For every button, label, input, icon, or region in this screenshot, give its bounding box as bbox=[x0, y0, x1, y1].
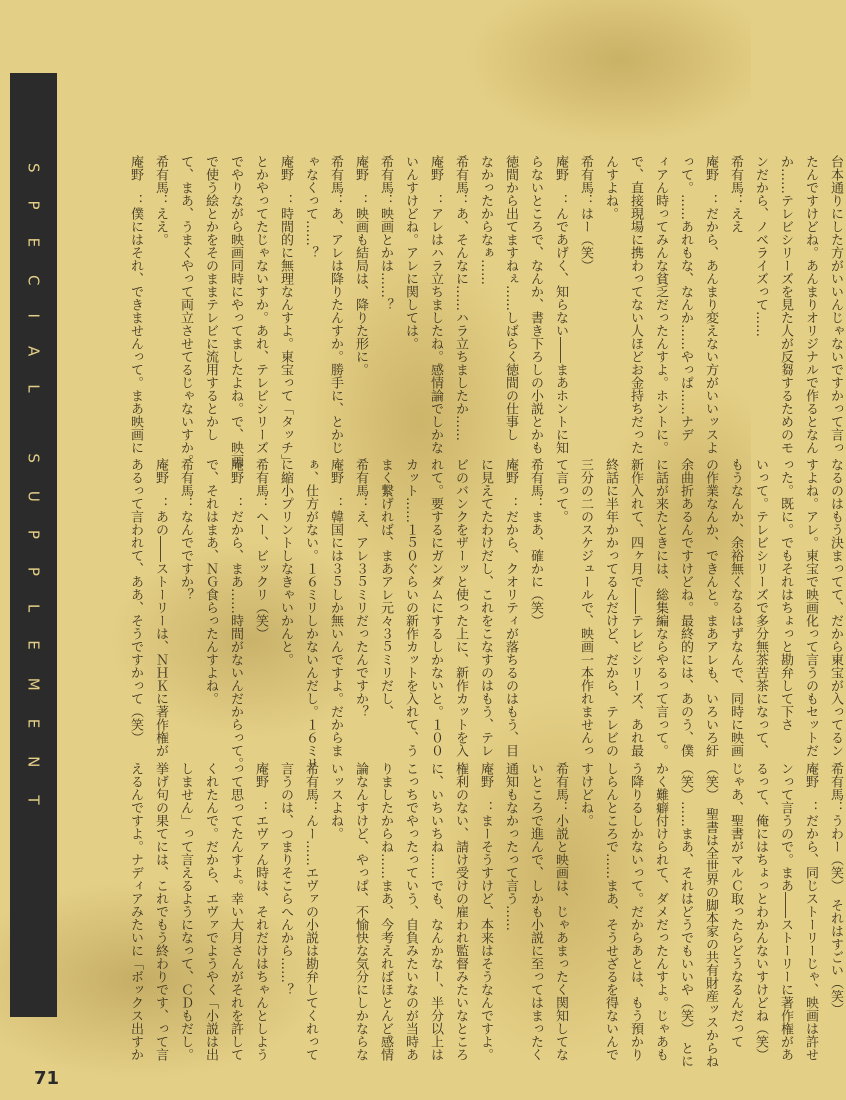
text-line: って。……あれもな、なんか……やっぱ……ナデ bbox=[678, 155, 693, 441]
text-line: 庵野 ：んであげく、知らない――まあホントに知 bbox=[553, 155, 568, 454]
text-line: でやりながら映画同時にやってましたよね。で、映画 bbox=[228, 155, 243, 467]
text-line: 希有馬：あ、そんなに……ハラ立ちましたか…… bbox=[453, 155, 468, 441]
text-line: 庵野 ：あの――ストーリーは、ＮＨＫに著作権が bbox=[153, 458, 168, 757]
side-banner-text: SPECIAL SUPPLEMENT bbox=[24, 163, 43, 833]
page-number: 71 bbox=[34, 1068, 60, 1089]
text-line: に縮小プリントしなきゃいかんと。 bbox=[278, 458, 293, 666]
text-line: じゃあ、聖書がマルＣ取ったらどうなるんだって bbox=[728, 762, 743, 1048]
text-line: で、それはまあ、ＮＧ食らったんすよね。 bbox=[203, 458, 218, 705]
text-line: 希有馬：なんでですか？ bbox=[178, 458, 193, 601]
text-line: で、直接現場に携わってない人ほどお金持ちだった bbox=[628, 155, 643, 454]
text-line: もうなんか、余裕無くなるはずなんで、同時に映画 bbox=[728, 458, 743, 757]
text-line: かく難癖付けられて、ダメだったんすよ。じゃあも bbox=[653, 762, 668, 1061]
text-line: すけどね。 bbox=[578, 762, 593, 827]
text-line: とかやってたじゃないすか。あれ、テレビシリーズ bbox=[253, 155, 268, 454]
text-line: 希有馬：うわー（笑） それはすごい（笑） bbox=[828, 762, 843, 1016]
text-block-bottom bbox=[125, 762, 846, 1068]
text-line: て言って。 bbox=[553, 458, 568, 523]
text-line: か……テレビシリーズを見た人が反芻するためのモ bbox=[778, 155, 793, 454]
text-line: るって、俺にはちょっとわかんないすけどね（笑） bbox=[753, 762, 768, 1061]
text-line: んすよね。 bbox=[603, 155, 618, 220]
text-line: なかったからなぁ…… bbox=[478, 155, 493, 285]
text-line: らないところで、なんか、書き下ろしの小説とかも bbox=[528, 155, 543, 454]
text-line: 希有馬：え、アレ３５ミリだったんですか？ bbox=[353, 458, 368, 718]
text-line: しません」って言えるようになって、ＣＤもだし。 bbox=[178, 762, 193, 1061]
text-line: 三分の二のスケジュールで、映画一本作れませんっ bbox=[578, 458, 593, 757]
text-line: 言うのは、つまりそこらへんから……？ bbox=[278, 762, 293, 996]
text-line: 挙げ句の果てには、これでもう終わりです、って言 bbox=[153, 762, 168, 1061]
text-line: ンって言うので。まあ――ストーリーに著作権があ bbox=[778, 762, 793, 1061]
text-line: った。既に。でもそれはちょっと勘弁して下さ bbox=[778, 458, 793, 731]
text-line: 庵野 ：アレはハラ立ちましたね。感情論でしかな bbox=[428, 155, 443, 454]
text-line: う降りるしかないって。だからあとは、もう預かり bbox=[628, 762, 643, 1061]
text-line: カット……１５０ぐらいの新作カットを入れて、う bbox=[403, 458, 418, 757]
text-line: いッスよね。 bbox=[328, 762, 343, 840]
text-line: 希有馬：まあ、確かに（笑） bbox=[528, 458, 543, 627]
text-line: こっちでやったっていう、自負みたいなのが当時あ bbox=[403, 762, 418, 1061]
text-line: すよね。アレ。東宝で映画化って言うのもセットだ bbox=[803, 458, 818, 757]
text-line: くれたんで。だから、エヴァでようやく「小説は出 bbox=[203, 762, 218, 1061]
text-block-top bbox=[125, 155, 846, 467]
text-line: 希有馬：ええ。 bbox=[153, 155, 168, 246]
text-line: いんすけどね。アレに関しては。 bbox=[403, 155, 418, 350]
text-line: 通知もなかったって言う…… bbox=[503, 762, 518, 931]
text-line: りましたからね……まあ、今考えればほとんど感情 bbox=[378, 762, 393, 1061]
text-line: の作業なんか、できんと。まあアレも、いろいろ紆 bbox=[703, 458, 718, 757]
text-line: ンだから、ノベライズって…… bbox=[753, 155, 768, 337]
text-line: （笑） 聖書は全世界の脚本家の共有財産ッスからね bbox=[703, 762, 718, 1068]
text-line: 徳間から出てますねぇ……しばらく徳間の仕事し bbox=[503, 155, 518, 441]
text-line: 庵野 ：だから、あんまり変えない方がいいッスよ bbox=[703, 155, 718, 454]
text-line: 希有馬：ええ bbox=[728, 155, 743, 233]
text-line: ぁ、仕方がない。１６ミリしかないんだし。１６ミリ bbox=[303, 458, 318, 770]
text-line: ィアん時ってみんな貧乏だったんすよ。ホントに。 bbox=[653, 155, 668, 454]
text-line: 権利のない、請け受けの雇われ監督みたいなところ bbox=[453, 762, 468, 1061]
text-line: に見えてたわけだし、これをこなすのはもう、テレ bbox=[478, 458, 493, 757]
text-line: しらんところで……まあ、そうせざるを得ないんで bbox=[603, 762, 618, 1061]
text-line: に、いちいちね……でも、なんかなー、半分以上は bbox=[428, 762, 443, 1061]
text-line: で使う絵とかをそのままテレビに流用するとかし bbox=[203, 155, 218, 441]
text-line: 終話に半年かかってるんだけど、だから、テレビの bbox=[603, 458, 618, 757]
text-line: 希有馬：あ、アレは降りたんすか。勝手に、とかじ bbox=[328, 155, 343, 454]
text-line: 希有馬：はー（笑） bbox=[578, 155, 593, 272]
text-line: 庵野 ：まーそうすけど、本来はそうなんですよ。 bbox=[478, 762, 493, 1061]
text-line: 庵野 ：だから、同じストーリーじゃ、映画は許せ bbox=[803, 762, 818, 1061]
text-line: 論なんすけど、やっぱ、不愉快な気分にしかならな bbox=[353, 762, 368, 1061]
text-line: に話が来たときには、総集編ならやるって言って。 bbox=[653, 458, 668, 757]
text-line: て、まあ、うまくやって両立させてるじゃないすか。 bbox=[178, 155, 193, 467]
text-line: まく繋げれば、まあアレ元々３５ミリだし、 bbox=[378, 458, 393, 718]
text-line: たんですけどね。あんまりオリジナルで作るとなん bbox=[803, 155, 818, 454]
text-line: 庵野 ：映画も結局は、降りた形に。 bbox=[353, 155, 368, 376]
text-line: 庵野 ：だから、まあ……時間がないんだからって。 bbox=[228, 458, 243, 770]
text-line: 庵野 ：エヴァん時は、それだけはちゃんとしよう bbox=[253, 762, 268, 1061]
text-line: 希有馬：んー……エヴァの小説は勘弁してくれって bbox=[303, 762, 318, 1061]
text-line: 台本通りにした方がいいんじゃないですかって言っ bbox=[828, 155, 843, 454]
text-line: 希有馬：ヘー、ビックリ（笑） bbox=[253, 458, 268, 640]
text-line: なるのはもう決まってて、だから東宝が入ってるン bbox=[828, 458, 843, 757]
text-line: れて。要するにガンダムにするしかないと。１００ bbox=[428, 458, 443, 757]
text-line: 余曲折あるんですけどね。最終的には、あのう、僕 bbox=[678, 458, 693, 757]
text-line: 希有馬：小説と映画は、じゃあまったく関知してな bbox=[553, 762, 568, 1061]
text-line: って思ってたんすよ。幸い大月さんがそれを許して bbox=[228, 762, 243, 1061]
side-banner bbox=[10, 73, 57, 1017]
text-line: 庵野 ：僕にはそれ、できませんって。まあ映画に bbox=[128, 155, 143, 454]
text-line: ゃなくって……？ bbox=[303, 155, 318, 259]
text-line: （笑）……まあ、それはどうでもいいや（笑） とに bbox=[678, 762, 693, 1068]
text-block-middle bbox=[125, 458, 846, 770]
text-line: あるって言われて、ああ、そうですかって（笑） bbox=[128, 458, 143, 744]
text-line: 庵野 ：時間的に無理なんすよ。東宝って「タッチ」 bbox=[278, 155, 293, 467]
text-line: いって。テレビシリーズで多分無茶苦茶になって、 bbox=[753, 458, 768, 757]
text-line: えるんですよ。ナディアみたいに「ボックス出すか bbox=[128, 762, 143, 1061]
text-line: 希有馬：映画とかは……？ bbox=[378, 155, 393, 311]
text-line: 庵野 ：韓国には３５しか無いんですよ。だからま bbox=[328, 458, 343, 757]
text-line: ビのバンクをザーッと使った上に、新作カットを入 bbox=[453, 458, 468, 757]
text-line: 新作入れて、四ヶ月で――テレビシリーズ、あれ最 bbox=[628, 458, 643, 757]
text-line: 庵野 ：だから、クオリティが落ちるのはもう、目 bbox=[503, 458, 518, 757]
text-line: いところで進んで、しかも小説に至ってはまったく bbox=[528, 762, 543, 1061]
